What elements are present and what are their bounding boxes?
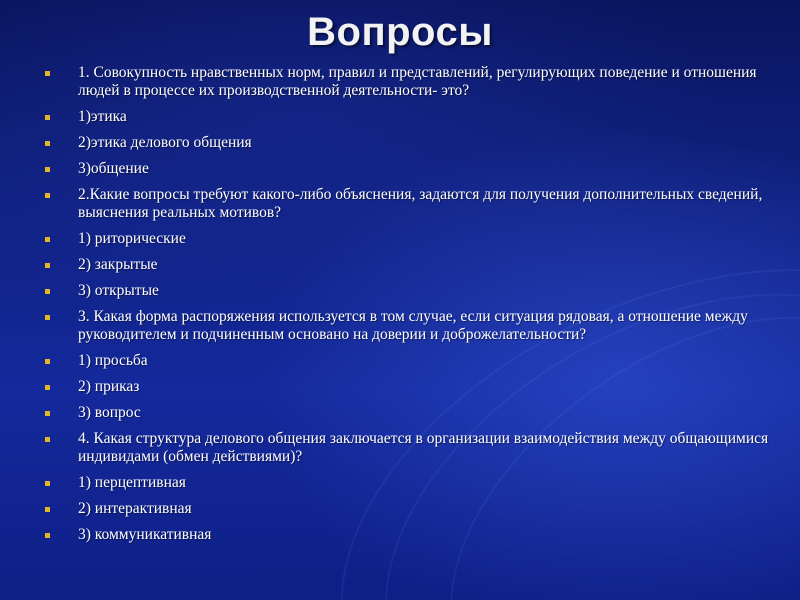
list-item-text: 2) закрытые: [78, 256, 158, 273]
list-item-text: 1) риторические: [78, 230, 186, 247]
bullet-icon: [45, 507, 50, 512]
bullet-icon: [45, 167, 50, 172]
bullet-icon: [45, 437, 50, 442]
list-item: [42, 378, 782, 396]
list-item: [42, 64, 782, 100]
list-item-text: 1. Совокупность нравственных норм, правил и представлений, регулирующих поведение и отношения людей в процессе их производственной деятельности- это?: [78, 64, 757, 99]
list-item: [42, 186, 782, 222]
bullet-icon: [45, 115, 50, 120]
list-item-text: 3) вопрос: [78, 404, 141, 421]
list-item-text: 1)этика: [78, 108, 127, 125]
list-item-text: 2)этика делового общения: [78, 134, 252, 151]
bullet-icon: [45, 193, 50, 198]
list-item: [42, 160, 782, 178]
slide-title: Вопросы: [307, 10, 493, 54]
list-item: [42, 404, 782, 422]
bullet-icon: [45, 289, 50, 294]
bullet-icon: [45, 411, 50, 416]
list-item: [42, 230, 782, 248]
list-item: [42, 282, 782, 300]
list-item: [42, 308, 782, 344]
list-item-text: 3) коммуникативная: [78, 526, 212, 543]
list-item-text: 2) интерактивная: [78, 500, 192, 517]
list-item-text: 2.Какие вопросы требуют какого-либо объяснения, задаются для получения дополнительных сведений, выяснения реальных мотивов?: [78, 186, 763, 221]
list-item: [42, 526, 782, 544]
list-item: [42, 256, 782, 274]
list-item: [42, 500, 782, 518]
bullet-icon: [45, 71, 50, 76]
bullet-icon: [45, 385, 50, 390]
list-item-text: 3)общение: [78, 160, 149, 177]
bullet-icon: [45, 315, 50, 320]
bullet-icon: [45, 263, 50, 268]
question-list: [42, 64, 782, 552]
list-item-text: 2) приказ: [78, 378, 140, 395]
bullet-icon: [45, 141, 50, 146]
list-item-text: 3. Какая форма распоряжения используется в том случае, если ситуация рядовая, а отношение между руководителем и подчиненным основано на доверии и доброжелательности?: [78, 308, 748, 343]
list-item: [42, 108, 782, 126]
list-item-text: 3) открытые: [78, 282, 159, 299]
bullet-icon: [45, 237, 50, 242]
list-item-text: 1) просьба: [78, 352, 148, 369]
list-item: [42, 430, 782, 466]
list-item: [42, 474, 782, 492]
list-item: [42, 134, 782, 152]
bullet-icon: [45, 359, 50, 364]
list-item: [42, 352, 782, 370]
list-item-text: 4. Какая структура делового общения заключается в организации взаимодействия между общающимися индивидами (обмен действиями)?: [78, 430, 769, 465]
bullet-icon: [45, 481, 50, 486]
list-item-text: 1) перцептивная: [78, 474, 186, 491]
bullet-icon: [45, 533, 50, 538]
